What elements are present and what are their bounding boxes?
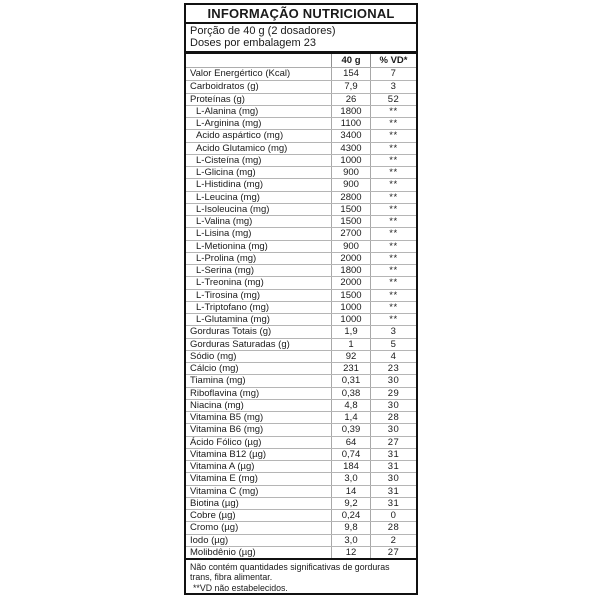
table-row — [186, 117, 416, 129]
nutrient-name: Vitamina B5 (mg) — [190, 412, 264, 423]
nutrient-name: L-Tirosina (mg) — [196, 289, 261, 301]
column-header-row — [186, 54, 416, 68]
footnotes — [186, 558, 416, 593]
nutrient-name: L-Serina (mg) — [196, 265, 255, 276]
table-row — [186, 546, 416, 558]
nutrient-vd: ** — [370, 241, 416, 252]
nutrient-vd: 27 — [370, 437, 416, 448]
nutrient-amount: 900 — [331, 179, 370, 190]
nutrient-name: L-Glutamina (mg) — [196, 314, 270, 325]
nutrient-name: Sódio (mg) — [190, 350, 237, 362]
nutrient-amount: 4300 — [331, 143, 370, 154]
nutrient-amount: 64 — [331, 437, 370, 448]
nutrient-name: Vitamina C (mg) — [190, 485, 259, 497]
nutrient-amount: 2000 — [331, 253, 370, 264]
nutrient-vd: ** — [370, 130, 416, 141]
nutrient-amount: 3400 — [331, 130, 370, 141]
nutrient-amount: 9,2 — [331, 498, 370, 509]
nutrient-name: Riboflavina (mg) — [190, 387, 260, 399]
nutrient-amount: 1,4 — [331, 412, 370, 423]
nutrient-amount: 1500 — [331, 290, 370, 301]
table-row — [186, 68, 416, 80]
nutrient-name: L-Histidina (mg) — [196, 179, 264, 191]
table-row — [186, 362, 416, 374]
nutrient-vd: ** — [370, 314, 416, 325]
nutrient-amount: 0,38 — [331, 388, 370, 399]
nutrient-amount: 900 — [331, 241, 370, 252]
table-row — [186, 166, 416, 178]
nutrient-name: Cobre (µg) — [190, 510, 236, 521]
footnote-line-1: Não contém quantidades significativas de gorduras — [190, 562, 390, 572]
nutrient-amount: 12 — [331, 547, 370, 558]
nutrient-amount: 900 — [331, 167, 370, 178]
table-row — [186, 460, 416, 472]
nutrient-vd: 31 — [370, 498, 416, 509]
nutrient-vd: 30 — [370, 375, 416, 386]
table-row — [186, 252, 416, 264]
nutrient-name: L-Leucina (mg) — [196, 191, 260, 203]
table-row — [186, 509, 416, 521]
nutrient-amount: 0,24 — [331, 510, 370, 521]
nutrient-vd: ** — [370, 253, 416, 264]
nutrient-vd: ** — [370, 228, 416, 239]
nutrient-amount: 7,9 — [331, 81, 370, 92]
nutrient-vd: 31 — [370, 461, 416, 472]
nutrient-amount: 4,8 — [331, 400, 370, 411]
table-row — [186, 411, 416, 423]
nutrient-name: L-Cisteína (mg) — [196, 154, 262, 166]
nutrient-amount: 1500 — [331, 216, 370, 227]
nutrient-name: Proteínas (g) — [190, 93, 245, 105]
nutrient-name: Tiamina (mg) — [190, 375, 246, 387]
nutrient-vd: ** — [370, 155, 416, 166]
nutrient-name: Valor Energértico (Kcal) — [190, 68, 291, 79]
nutrient-name: L-Lisina (mg) — [196, 228, 252, 240]
nutrient-vd: 5 — [370, 339, 416, 350]
serving-size-line: Porção de 40 g (2 dosadores) — [190, 25, 336, 37]
table-row — [186, 521, 416, 533]
nutrient-name: Ácido Fólico (µg) — [190, 436, 262, 448]
nutrient-name: L-Valina (mg) — [196, 216, 253, 227]
nutrient-vd: ** — [370, 118, 416, 129]
nutrient-vd: ** — [370, 167, 416, 178]
table-row — [186, 399, 416, 411]
nutrient-vd: 2 — [370, 535, 416, 546]
nutrient-vd: 3 — [370, 81, 416, 92]
nutrient-name: Cromo (µg) — [190, 522, 239, 534]
nutrition-facts-table — [184, 3, 418, 595]
table-row — [186, 105, 416, 117]
nutrient-amount: 1000 — [331, 314, 370, 325]
nutrient-amount: 1000 — [331, 302, 370, 313]
serving-info — [186, 24, 416, 54]
nutrient-name: Cálcio (mg) — [190, 363, 239, 374]
table-row — [186, 374, 416, 386]
nutrient-amount: 1,9 — [331, 326, 370, 337]
nutrient-vd: 7 — [370, 68, 416, 80]
nutrient-vd: ** — [370, 265, 416, 276]
nutrient-amount: 0,31 — [331, 375, 370, 386]
table-row — [186, 448, 416, 460]
table-row — [186, 227, 416, 239]
table-row — [186, 93, 416, 105]
table-row — [186, 264, 416, 276]
nutrient-amount: 0,39 — [331, 424, 370, 435]
table-row — [186, 436, 416, 448]
nutrient-name: Acido aspártico (mg) — [196, 130, 284, 142]
nutrient-amount: 3,0 — [331, 535, 370, 546]
table-row — [186, 289, 416, 301]
nutrient-vd: 30 — [370, 424, 416, 435]
nutrient-vd: 4 — [370, 351, 416, 362]
footnote-line-2: trans, fibra alimentar. — [190, 572, 273, 583]
table-row — [186, 178, 416, 190]
nutrient-amount: 3,0 — [331, 473, 370, 484]
nutrient-vd: 3 — [370, 326, 416, 337]
nutrient-name: L-Prolina (mg) — [196, 252, 257, 264]
nutrient-vd: 29 — [370, 388, 416, 399]
nutrient-amount: 0,74 — [331, 449, 370, 460]
nutrient-amount: 184 — [331, 461, 370, 472]
nutrient-vd: 27 — [370, 547, 416, 558]
nutrient-vd: 0 — [370, 510, 416, 521]
nutrient-amount: 14 — [331, 486, 370, 497]
table-row — [186, 191, 416, 203]
nutrient-vd: 30 — [370, 473, 416, 484]
table-row — [186, 80, 416, 92]
nutrient-vd: 31 — [370, 486, 416, 497]
nutrient-vd: ** — [370, 204, 416, 215]
nutrient-amount: 1100 — [331, 118, 370, 129]
nutrient-vd: 31 — [370, 449, 416, 460]
nutrient-vd: 23 — [370, 363, 416, 374]
column-header-amount: 40 g — [331, 54, 370, 67]
nutrient-name: L-Metionina (mg) — [196, 240, 268, 252]
table-row — [186, 485, 416, 497]
nutrient-vd: ** — [370, 179, 416, 190]
nutrient-name: Acido Glutamico (mg) — [196, 142, 288, 154]
nutrient-name: Niacina (mg) — [190, 399, 244, 411]
table-row — [186, 129, 416, 141]
table-row — [186, 338, 416, 350]
nutrient-name: L-Glicina (mg) — [196, 167, 256, 178]
nutrition-rows — [186, 68, 416, 558]
table-row — [186, 240, 416, 252]
nutrient-amount: 92 — [331, 351, 370, 362]
nutrient-name: Gorduras Totais (g) — [190, 326, 272, 338]
table-row — [186, 154, 416, 166]
nutrient-vd: ** — [370, 290, 416, 301]
nutrient-amount: 1500 — [331, 204, 370, 215]
nutrient-name: Vitamina B12 (µg) — [190, 448, 267, 460]
nutrient-amount: 1000 — [331, 155, 370, 166]
table-title: INFORMAÇÃO NUTRICIONAL — [186, 5, 416, 24]
nutrient-amount: 231 — [331, 363, 370, 374]
column-header-spacer — [186, 54, 331, 67]
nutrient-amount: 1800 — [331, 106, 370, 117]
nutrient-name: Molibdênio (µg) — [190, 546, 256, 558]
table-row — [186, 472, 416, 484]
table-row — [186, 301, 416, 313]
nutrient-name: Vitamina E (mg) — [190, 473, 258, 485]
nutrient-vd: ** — [370, 216, 416, 227]
column-header-vd: % VD* — [370, 54, 416, 67]
nutrient-name: L-Alanina (mg) — [196, 105, 259, 117]
nutrient-vd: ** — [370, 302, 416, 313]
nutrient-name: L-Arginina (mg) — [196, 118, 262, 129]
nutrient-name: L-Treonina (mg) — [196, 277, 264, 289]
table-row — [186, 534, 416, 546]
footnote-line-3: **VD não estabelecidos. — [193, 582, 288, 593]
nutrient-vd: 30 — [370, 400, 416, 411]
nutrient-name: L-Triptofano (mg) — [196, 301, 270, 313]
nutrient-name: Vitamina B6 (mg) — [190, 424, 264, 436]
nutrient-amount: 2000 — [331, 277, 370, 288]
table-row — [186, 215, 416, 227]
table-row — [186, 313, 416, 325]
nutrient-name: Gorduras Saturadas (g) — [190, 338, 290, 350]
nutrient-name: Biotina (µg) — [190, 497, 239, 509]
nutrient-vd: ** — [370, 106, 416, 117]
nutrient-vd: ** — [370, 143, 416, 154]
nutrient-name: Vitamina A (µg) — [190, 461, 255, 472]
nutrient-amount: 9,8 — [331, 522, 370, 533]
nutrient-amount: 1 — [331, 339, 370, 350]
nutrient-name: L-Isoleucina (mg) — [196, 203, 270, 215]
nutrient-amount: 2700 — [331, 228, 370, 239]
table-row — [186, 203, 416, 215]
servings-per-package-line: Doses por embalagem 23 — [190, 36, 316, 49]
table-row — [186, 276, 416, 288]
table-row — [186, 423, 416, 435]
nutrient-name: Carboidratos (g) — [190, 81, 259, 93]
nutrient-amount: 1800 — [331, 265, 370, 276]
table-row — [186, 497, 416, 509]
nutrient-amount: 154 — [331, 68, 370, 80]
nutrient-name: Iodo (µg) — [190, 534, 229, 546]
table-row — [186, 142, 416, 154]
nutrient-vd: 52 — [370, 94, 416, 105]
nutrient-vd: ** — [370, 192, 416, 203]
nutrient-vd: ** — [370, 277, 416, 288]
nutrient-vd: 28 — [370, 412, 416, 423]
table-row — [186, 387, 416, 399]
nutrient-amount: 26 — [331, 94, 370, 105]
table-row — [186, 350, 416, 362]
table-row — [186, 325, 416, 337]
nutrient-vd: 28 — [370, 522, 416, 533]
nutrient-amount: 2800 — [331, 192, 370, 203]
